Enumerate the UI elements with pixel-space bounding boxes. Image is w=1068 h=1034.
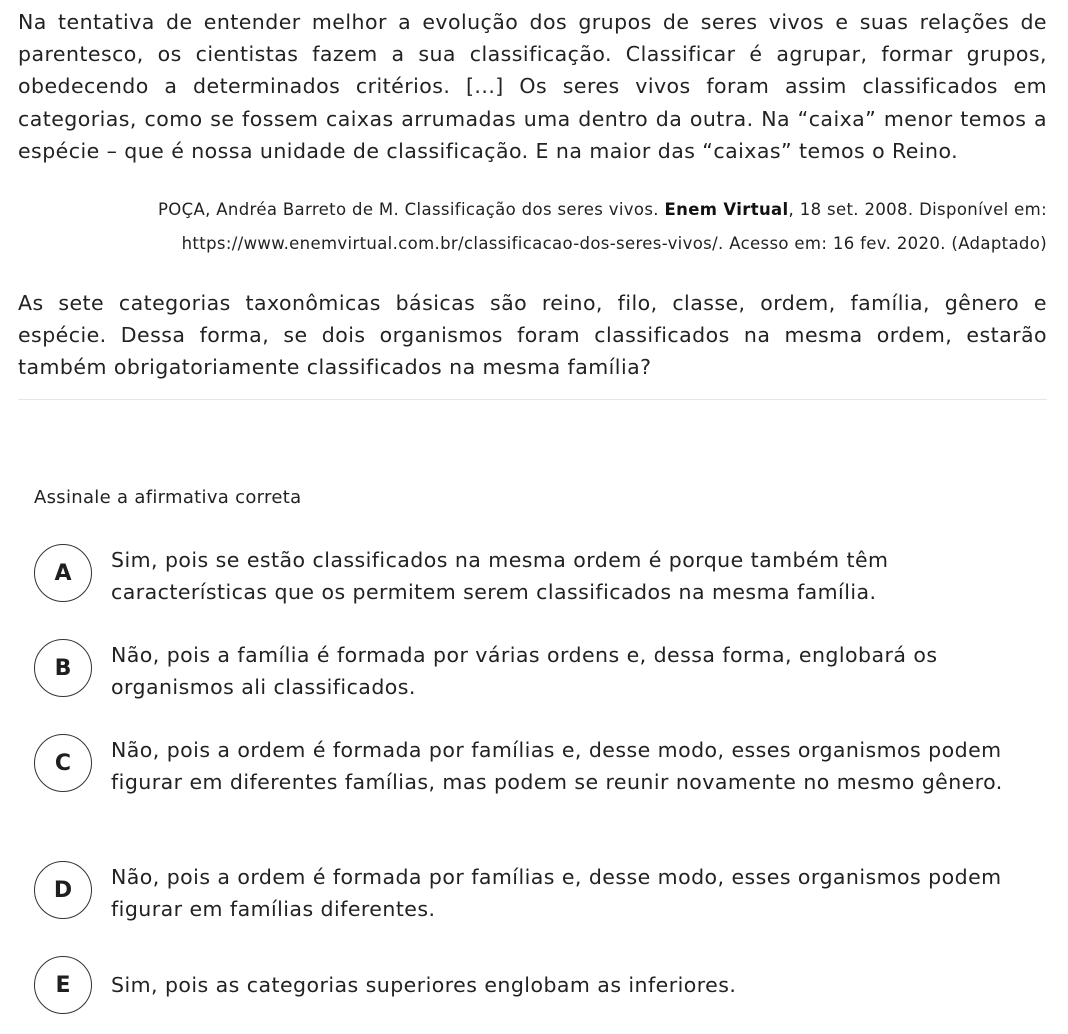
option-a-letter[interactable]: A — [34, 544, 92, 602]
option-c[interactable] — [34, 734, 1034, 861]
citation-line-2: https://www.enemvirtual.com.br/classificacao-dos-seres-vivos/. Acesso em: 16 fev. 2020. (Adaptado) — [181, 234, 1047, 254]
option-e-letter[interactable]: E — [34, 956, 92, 1014]
option-d-letter[interactable]: D — [34, 861, 92, 919]
option-d[interactable] — [34, 861, 1034, 956]
option-a[interactable] — [34, 544, 1034, 639]
passage-text: Na tentativa de entender melhor a evolução dos grupos de seres vivos e suas relações de parentesco, os cientistas fazem a sua classificação. Classificar é agrupar, formar grupos, obedecendo a determinados critérios. [...] Os seres vivos foram assim classificados em categorias, como se fossem caixas arrumadas uma dentro da outra. Na “caixa” menor temos a espécie – que é nossa unidade de classificação. E na maior das “caixas” temos o Reino. — [18, 10, 1047, 163]
option-a-text[interactable]: Sim, pois se estão classificados na mesma ordem é porque também têm características que os permitem serem classificados na mesma família. — [111, 548, 889, 605]
option-c-letter[interactable]: C — [34, 734, 92, 792]
option-b-text[interactable]: Não, pois a família é formada por várias ordens e, dessa forma, englobará os organismos ali classificados. — [111, 643, 938, 700]
citation-line-1 — [18, 193, 1047, 227]
citation-publication: Enem Virtual — [664, 200, 789, 220]
divider — [18, 399, 1047, 400]
option-e[interactable] — [34, 956, 1034, 1022]
option-e-text[interactable]: Sim, pois as categorias superiores englobam as inferiores. — [111, 973, 737, 997]
question-text: As sete categorias taxonômicas básicas são reino, filo, classe, ordem, família, gênero e espécie. Dessa forma, se dois organismos foram classificados na mesma ordem, estarão também obrigatoriamente classificados na mesma família? — [18, 291, 1047, 380]
option-b-letter[interactable]: B — [34, 639, 92, 697]
instruction-text: Assinale a afirmativa correta — [34, 487, 302, 508]
citation-source: POÇA, Andréa Barreto de M. Classificação dos seres vivos. — [157, 200, 665, 220]
question-content — [18, 6, 1047, 408]
option-b[interactable] — [34, 639, 1034, 734]
answer-options — [34, 544, 1034, 1022]
option-d-text[interactable]: Não, pois a ordem é formada por famílias e, desse modo, esses organismos podem figurar em famílias diferentes. — [111, 865, 1002, 922]
citation-date: , 18 set. 2008. Disponível em: — [788, 200, 1047, 220]
citation — [18, 193, 1047, 261]
option-c-text[interactable]: Não, pois a ordem é formada por famílias e, desse modo, esses organismos podem figurar em diferentes famílias, mas podem se reunir novamente no mesmo gênero. — [111, 738, 1003, 795]
